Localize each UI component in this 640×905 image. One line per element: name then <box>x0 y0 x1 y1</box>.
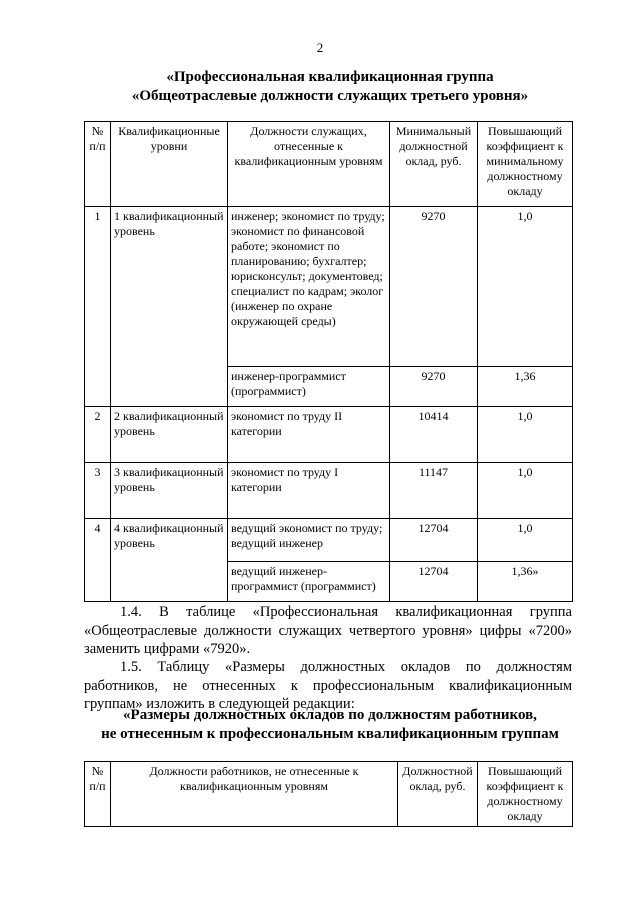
qualification-group-table <box>84 121 573 602</box>
table-header-row <box>85 762 573 827</box>
position-list: экономист по труду II категории <box>228 407 390 463</box>
coefficient-value: 1,0 <box>478 519 573 562</box>
coefficient-value: 1,36 <box>478 367 573 407</box>
paragraph-1-4 <box>84 603 572 659</box>
header-coefficient: Повышающий коэффициент к минимальному должностному окладу <box>478 122 573 207</box>
table-row <box>85 407 573 463</box>
position-list: ведущий экономист по труду; ведущий инженер <box>228 519 390 562</box>
salary-value: 11147 <box>390 463 478 519</box>
paragraph-line: 1.4. В таблице «Профессиональная квалификационная группа <box>120 604 572 620</box>
header-qualification-levels: Квалификационные уровни <box>111 122 228 207</box>
table-header-row <box>85 122 573 207</box>
salary-value: 12704 <box>390 562 478 602</box>
table-row <box>85 519 573 562</box>
header-number: № п/п <box>85 762 111 827</box>
salary-table <box>84 761 573 827</box>
salary-value: 9270 <box>390 207 478 367</box>
salary-value: 10414 <box>390 407 478 463</box>
qualification-level: 4 квалификационный уровень <box>111 519 228 602</box>
paragraph-line: заменить цифрами «7920». <box>84 641 251 657</box>
header-coefficient: Повышающий коэффициент к должностному окладу <box>478 762 573 827</box>
paragraph-line: «Общеотраслевые должности служащих четвертого уровня» цифры «7200» <box>84 622 572 639</box>
section-heading <box>80 68 580 106</box>
header-number: № п/п <box>85 122 111 207</box>
salary-value: 12704 <box>390 519 478 562</box>
paragraph-line: группам» изложить в следующей редакции: <box>84 696 355 712</box>
table-row <box>85 463 573 519</box>
paragraph-line: 1.5. Таблицу «Размеры должностных окладов по должностям <box>120 659 572 675</box>
header-min-salary: Минимальный должностной оклад, руб. <box>390 122 478 207</box>
qualification-level: 2 квалификационный уровень <box>111 407 228 463</box>
table-row <box>85 207 573 367</box>
paragraph-line: работников, не отнесенных к профессиональным квалификационным <box>84 677 572 694</box>
row-number: 4 <box>85 519 111 602</box>
salary-value: 9270 <box>390 367 478 407</box>
page-number: 2 <box>316 40 324 55</box>
section-heading-2 <box>80 706 580 744</box>
qualification-level: 3 квалификационный уровень <box>111 463 228 519</box>
coefficient-value: 1,0 <box>478 207 573 367</box>
header-positions: Должности служащих, отнесенные к квалификационным уровням <box>228 122 390 207</box>
coefficient-value: 1,0 <box>478 407 573 463</box>
position-list: экономист по труду I категории <box>228 463 390 519</box>
heading-line: «Размеры должностных окладов по должностям работников, <box>123 707 537 723</box>
position-list: инженер; экономист по труду; экономист по финансовой работе; экономист по планированию; бухгалтер; юрисконсульт; документовед; специалист по кадрам; эколог (инженер по охране окружающей среды) <box>228 207 390 367</box>
header-salary: Должностной оклад, руб. <box>398 762 478 827</box>
position-list: инженер-программист (программист) <box>228 367 390 407</box>
heading-line: «Общеотраслевые должности служащих третьего уровня» <box>131 88 529 104</box>
coefficient-value: 1,0 <box>478 463 573 519</box>
qualification-level: 1 квалификационный уровень <box>111 207 228 407</box>
header-positions: Должности работников, не отнесенные к квалификационным уровням <box>111 762 398 827</box>
row-number: 1 <box>85 207 111 407</box>
row-number: 3 <box>85 463 111 519</box>
heading-line: не отнесенным к профессиональным квалификационным группам <box>101 726 559 742</box>
heading-line: «Профессиональная квалификационная группа <box>166 69 494 85</box>
coefficient-value: 1,36» <box>478 562 573 602</box>
position-list: ведущий инженер-программист (программист) <box>228 562 390 602</box>
row-number: 2 <box>85 407 111 463</box>
